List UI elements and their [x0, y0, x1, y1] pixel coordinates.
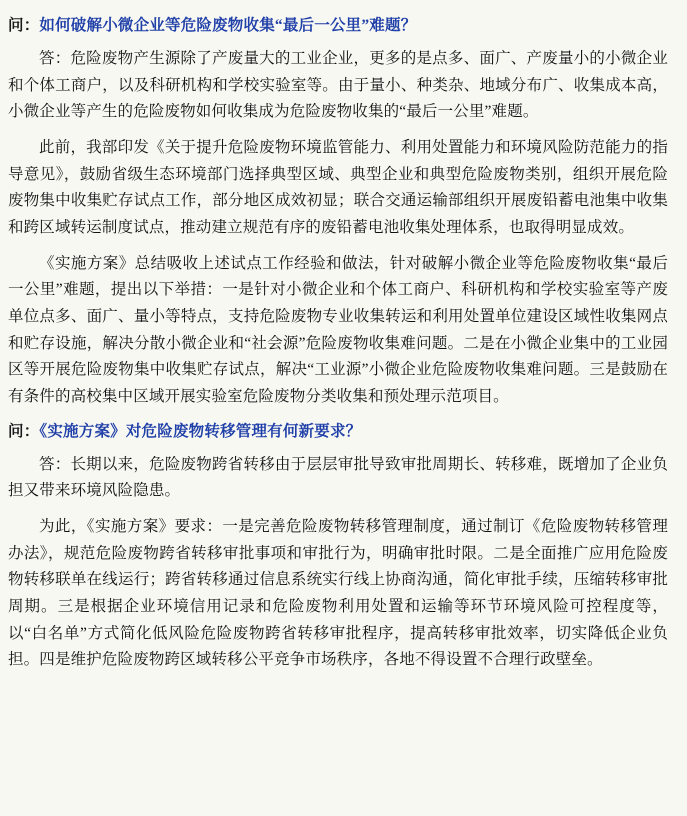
question-text-2: 《实施方案》对危险废物转移管理有何新要求？ — [39, 422, 362, 440]
answer-paragraph-1-1: 答：危险废物产生源除了产废量大的工业企业，更多的是点多、面广、产废量小的小微企业和个体工商户，以及科研机构和学校实验室等。由于量小、种类杂、地域分布广、收集成本高，小微企业等产生的危险废物如何收集成为危险废物收集的“最后一公里”难题。 — [8, 50, 668, 121]
document-content — [8, 14, 668, 674]
answer-paragraph-2-1: 答：长期以来，危险废物跨省转移由于层层审批导致审批周期长、转移难，既增加了企业负担又带来环境风险隐患。 — [8, 455, 668, 500]
question-text-1: 如何破解小微企业等危险废物收集“最后一公里”难题？ — [39, 17, 417, 34]
question-heading-2 — [8, 420, 668, 444]
answer-paragraph-2-2: 为此，《实施方案》要求：一是完善危险废物转移管理制度，通过制订《危险废物转移管理办法》，规范危险废物跨省转移审批事项和审批行为，明确审批时限。二是全面推广应用危险废物转移联单在线运行；跨省转移通过信息系统实行线上协商沟通，简化审批手续，压缩转移审批周期。三是根据企业环境信用记录和危险废物利用处置和运输等环节环境风险可控程度等，以“白名单”方式简化低风险危险废物跨省转移审批程序，提高转移审批效率，切实降低企业负担。四是维护危险废物跨区域转移公平竞争市场秩序，各地不得设置不合理行政壁垒。 — [8, 517, 668, 669]
answer-paragraph-1-2: 此前，我部印发《关于提升危险废物环境监管能力、利用处置能力和环境风险防范能力的指导意见》，鼓励省级生态环境部门选择典型区域、典型企业和典型危险废物类别，组织开展危险废物集中收集贮存试点工作，部分地区成效初显；联合交通运输部组织开展废铅蓄电池集中收集和跨区域转运制度试点，推动建立规范有序的废铅蓄电池收集处理体系，也取得明显成效。 — [8, 138, 668, 236]
question-label-2: 问： — [8, 422, 40, 440]
qa-block-1 — [8, 14, 668, 411]
question-label-1: 问： — [8, 17, 40, 34]
question-heading-1 — [8, 14, 668, 38]
qa-block-2 — [8, 420, 668, 674]
answer-paragraph-1-3: 《实施方案》总结吸收上述试点工作经验和做法，针对破解小微企业等危险废物收集“最后一公里”难题，提出以下举措：一是针对小微企业和个体工商户、科研机构和学校实验室等产废单位点多、面广、量小等特点，支持危险废物专业收集转运和利用处置单位建设区域性收集网点和贮存设施，解决分散小微企业和“社会源”危险废物收集难问题。二是在小微企业集中的工业园区等开展危险废物集中收集贮存试点，解决“工业源”小微企业危险废物收集难问题。三是鼓励在有条件的高校集中区域开展实验室危险废物分类收集和预处理示范项目。 — [8, 254, 668, 405]
